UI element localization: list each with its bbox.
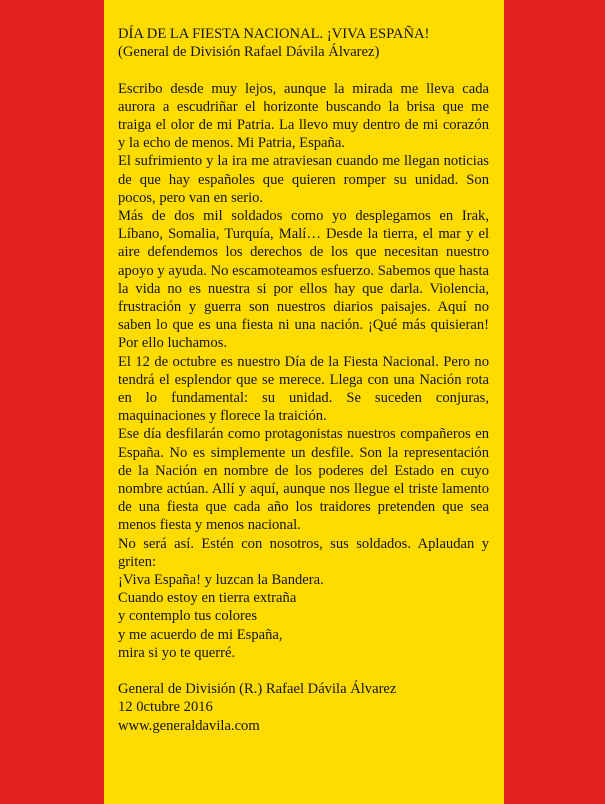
signature-website-link[interactable]: www.generaldavila.com	[118, 717, 260, 734]
signature-block	[118, 680, 489, 735]
article-title: DÍA DE LA FIESTA NACIONAL. ¡VIVA ESPAÑA!	[118, 26, 430, 42]
signature-date: 12 0ctubre 2016	[118, 699, 213, 716]
paragraph: No será así. Estén con nosotros, sus soldados. Aplaudan y griten:	[118, 535, 489, 570]
verse-line: mira si yo te querré.	[118, 644, 236, 661]
paragraph: Más de dos mil soldados como yo desplegamos en Irak, Líbano, Somalia, Turquía, Malí… Desde la tierra, el mar y el aire defendemos los derechos de los que necesitan nuestro apoyo y ayuda. No escamoteamos esfuerzo. Sabemos que hasta la vida no es nuestra si por ellos hay que darla. Violencia, frustración y guerra son nuestros diarios paisajes. Aquí no saben lo que es una fiesta ni una nación. ¡Qué más quisieran! Por ello luchamos.	[118, 208, 489, 352]
paragraph: El sufrimiento y la ira me atraviesan cuando me llegan noticias de que hay españoles que quieren romper su unidad. Son pocos, pero van en serio.	[118, 153, 489, 206]
signature-name: General de División (R.) Rafael Dávila Álvarez	[118, 681, 397, 698]
paragraph: Escribo desde muy lejos, aunque la mirada me lleva cada aurora a escudriñar el horizonte buscando la brisa que me traiga el olor de mi Patria. La llevo muy dentro de mi corazón y la echo de menos. Mi Patria, España.	[118, 80, 489, 152]
verse-line: y me acuerdo de mi España,	[118, 626, 283, 643]
verse-line: Cuando estoy en tierra extraña	[118, 590, 297, 607]
article-author: (General de División Rafael Dávila Álvarez)	[118, 44, 380, 61]
paragraph: Ese día desfilarán como protagonistas nuestros compañeros en España. No es simplemente un desfile. Son la representación de la Nación en nombre de los poderes del Estado en cuyo nombre actúan. Allí y aquí, aunque nos llegue el triste lamento de una fiesta que cada año los traidores pretenden que sea menos fiesta y menos nacional.	[118, 426, 489, 534]
paragraph: El 12 de octubre es nuestro Día de la Fiesta Nacional. Pero no tendrá el esplendor que se merece. Llega con una Nación rota en lo fundamental: su unidad. Se suceden conjuras, maquinaciones y florece la traición.	[118, 353, 489, 425]
verse-line: y contemplo tus colores	[118, 608, 258, 625]
article-body	[118, 25, 489, 735]
verse-line: ¡Viva España! y luzcan la Bandera.	[118, 572, 324, 589]
flag-red-stripe-right	[504, 0, 605, 804]
flag-red-stripe-left	[0, 0, 104, 804]
